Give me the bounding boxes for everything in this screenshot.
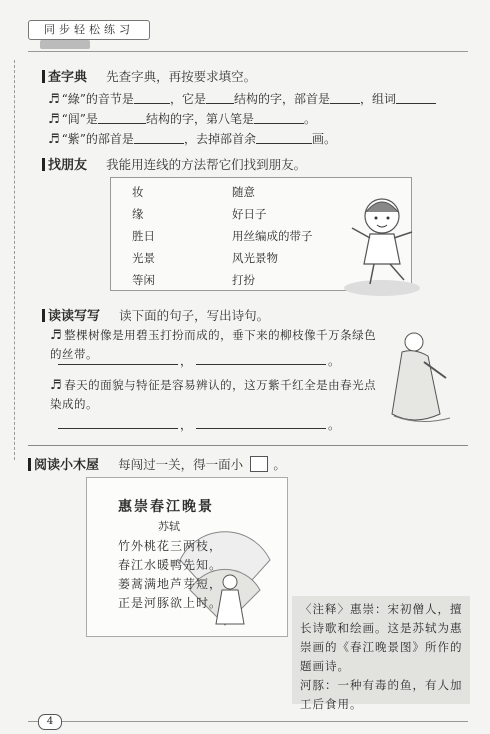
sentence-1: ♬ 整棵树像是用碧玉打扮而成的，垂下来的柳枝像千万条绿色的丝带。 [50, 328, 377, 361]
header-rule [28, 51, 468, 52]
poem-author: 苏轼 [158, 520, 180, 533]
answer-blank[interactable] [134, 93, 170, 104]
punctuation: ， [180, 354, 193, 368]
poem-line: 竹外桃花三两枝， [118, 539, 223, 553]
match-left-item[interactable]: 等闲 [132, 273, 155, 287]
answer-blank[interactable] [330, 93, 360, 104]
header-subtitle-bar [40, 40, 90, 49]
section-instruction: 我能用连线的方法帮它们找到朋友。 [106, 157, 307, 172]
flag-icon [250, 456, 268, 472]
answer-blank[interactable] [256, 133, 312, 144]
section-find-friends [42, 154, 306, 173]
answer-blank[interactable] [134, 133, 184, 144]
binding-margin [14, 60, 16, 460]
section-title: 查字典 [42, 70, 87, 85]
music-note-icon: ♬ [50, 378, 63, 393]
match-left-item[interactable]: 胜日 [132, 229, 155, 243]
answer-line[interactable] [196, 428, 326, 429]
music-note-icon: ♬ [48, 92, 60, 107]
section-instruction: 读下面的句子，写出诗句。 [119, 308, 270, 323]
answer-line[interactable] [58, 364, 178, 365]
girl-illustration [340, 190, 425, 300]
poem-line: 蒌蒿满地芦芽短， [118, 577, 223, 591]
section-title: 阅读小木屋 [28, 458, 99, 473]
section-read-write [42, 305, 269, 324]
match-right-item[interactable]: 打扮 [232, 273, 255, 287]
section-title: 读读写写 [42, 309, 100, 324]
section-reading-cabin: 阅读小木屋 每闯过一关，得一面小 。 [28, 454, 286, 473]
footer-rule [28, 721, 468, 722]
page-number: 4 [38, 714, 62, 730]
section-instruction: 每闯过一关，得一面小 [118, 457, 244, 472]
answer-blank[interactable] [206, 93, 234, 104]
question-zi: ♬ “紫”的部首是 ，去掉部首余 画。 [48, 132, 336, 147]
punctuation: ， [180, 418, 193, 432]
question-lu: ♬ “綠”的音节是 ，它是 结构的字，部首是 ，组词 [48, 90, 436, 107]
annotation-text: 〈注释〉惠崇：宋初僧人，擅长诗歌和绘画。这是苏轼为惠崇画的《春江晚景图》所作的题画诗。 河豚：一种有毒的鱼，有人加工后食用。 [300, 602, 463, 711]
poem-title: 惠崇春江晚景 [118, 499, 214, 515]
answer-line[interactable] [58, 428, 178, 429]
music-note-icon: ♬ [48, 132, 60, 147]
match-right-item[interactable]: 好日子 [232, 207, 267, 221]
match-left-item[interactable]: 妆 [132, 185, 144, 199]
punctuation: 。 [328, 354, 341, 368]
match-left-item[interactable]: 光景 [132, 251, 155, 265]
annotation-label: 〈注释〉 [300, 602, 350, 616]
poem-line: 春江水暖鸭先知。 [118, 558, 223, 572]
reading-figure-illustration [380, 322, 460, 432]
match-right-item[interactable]: 随意 [232, 185, 255, 199]
section-divider [28, 445, 468, 446]
music-note-icon: ♬ [50, 328, 63, 343]
section-title: 找朋友 [42, 158, 87, 173]
sentence-2: ♬ 春天的面貌与特征是容易辨认的，这万紫千红全是由春光点染成的。 [50, 378, 377, 411]
answer-line[interactable] [196, 364, 326, 365]
poem-line: 正是河豚欲上时。 [118, 596, 223, 610]
series-title: 同步轻松练习 [28, 20, 150, 40]
music-note-icon: ♬ [48, 112, 60, 127]
answer-blank[interactable] [396, 93, 436, 104]
answer-blank[interactable] [98, 113, 146, 124]
match-left-item[interactable]: 缘 [132, 207, 144, 221]
section-dictionary [42, 66, 256, 85]
question-lu2: ♬ “闾”是 结构的字，第八笔是 。 [48, 112, 316, 127]
match-right-item[interactable]: 用丝编成的带子 [232, 229, 313, 243]
punctuation: 。 [328, 418, 341, 432]
section-instruction: 先查字典，再按要求填空。 [106, 69, 257, 84]
answer-blank[interactable] [254, 113, 304, 124]
match-right-item[interactable]: 风光景物 [232, 251, 278, 265]
